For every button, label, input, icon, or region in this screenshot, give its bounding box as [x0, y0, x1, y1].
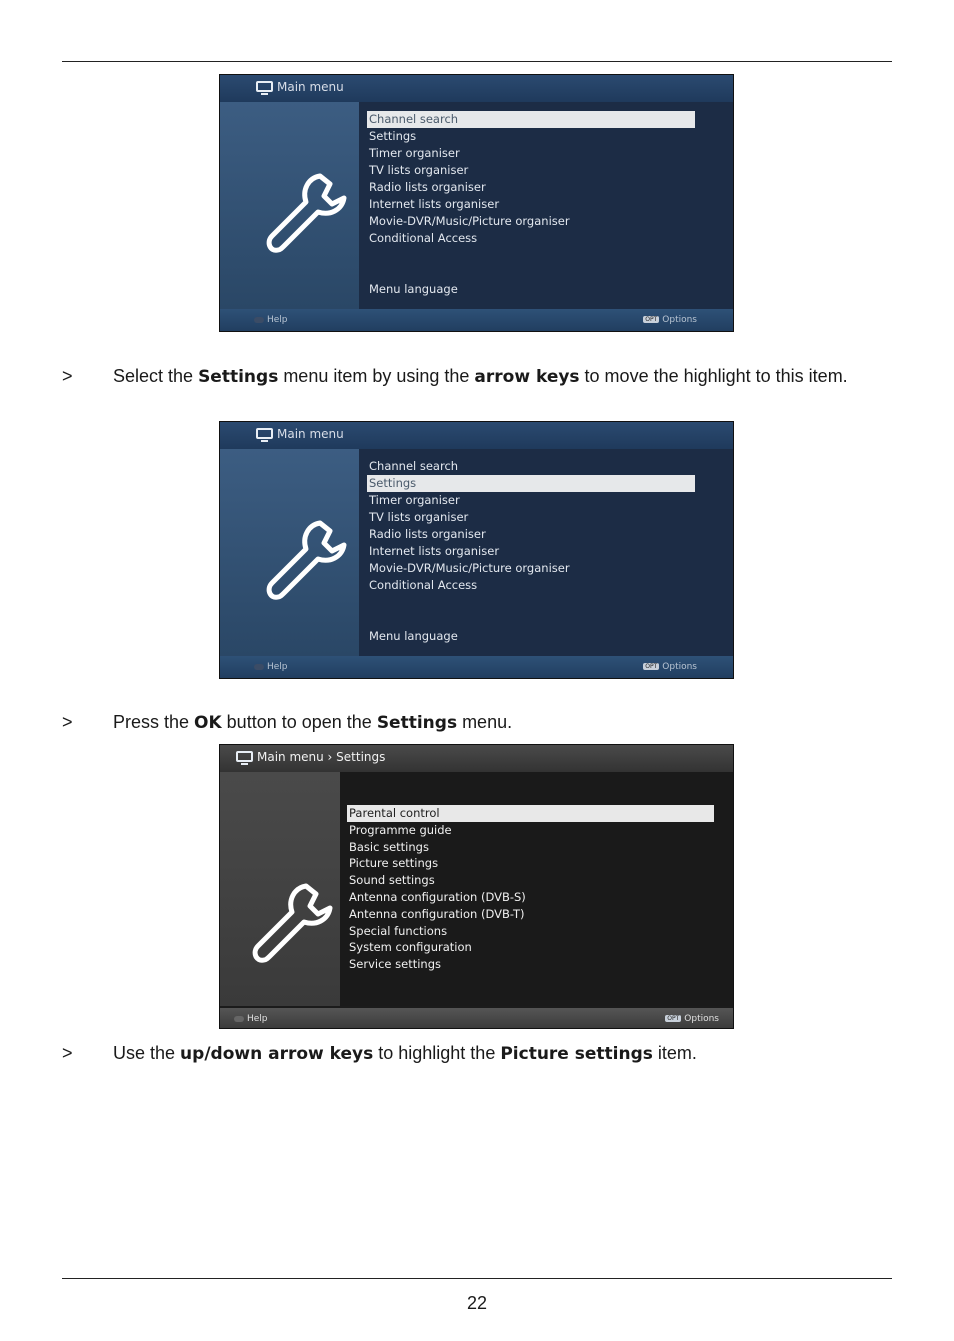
menu-list	[347, 805, 714, 973]
help-key-icon	[254, 317, 264, 323]
screen-left-panel	[220, 772, 340, 1006]
menu-item-settings[interactable]: Settings	[367, 475, 695, 492]
opt-key-icon: OPT	[667, 1015, 680, 1022]
menu-item-timer-organiser[interactable]: Timer organiser	[369, 146, 460, 160]
step-marker: >	[62, 1043, 73, 1063]
menu-item-channel-search[interactable]: Channel search	[367, 111, 695, 128]
menu-item-antenna-dvb-s[interactable]: Antenna configuration (DVB-S)	[349, 889, 526, 904]
screen-title: Main menu	[277, 80, 344, 94]
screenshot-main-menu-1	[219, 74, 734, 332]
top-rule	[62, 61, 892, 62]
menu-item-parental-control[interactable]: Parental control	[347, 805, 714, 822]
menu-item-special-functions[interactable]: Special functions	[349, 923, 448, 938]
tv-icon	[256, 81, 273, 92]
step-marker: >	[62, 366, 73, 386]
options-hint: OPT Options	[667, 1014, 719, 1024]
screen-title: Main menu	[277, 427, 344, 441]
menu-list	[367, 458, 695, 645]
menu-item-picture-settings[interactable]: Picture settings	[349, 856, 439, 871]
menu-item-media-organiser[interactable]: Movie-DVR/Music/Picture organiser	[369, 214, 570, 228]
menu-item-timer-organiser[interactable]: Timer organiser	[369, 493, 460, 507]
menu-item-internet-lists-organiser[interactable]: Internet lists organiser	[369, 197, 500, 211]
menu-item-menu-language[interactable]: Menu language	[369, 282, 458, 296]
screen-left-panel	[220, 449, 359, 656]
menu-item-tv-lists-organiser[interactable]: TV lists organiser	[369, 163, 469, 177]
options-hint: OPT Options	[645, 662, 697, 672]
menu-item-basic-settings[interactable]: Basic settings	[349, 839, 429, 854]
screen-left-panel	[220, 102, 359, 309]
menu-item-menu-language[interactable]: Menu language	[369, 629, 458, 643]
menu-item-service-settings[interactable]: Service settings	[349, 957, 442, 972]
menu-item-antenna-dvb-t[interactable]: Antenna configuration (DVB-T)	[349, 906, 525, 921]
menu-item-radio-lists-organiser[interactable]: Radio lists organiser	[369, 180, 486, 194]
screen-header	[220, 745, 733, 772]
bottom-rule	[62, 1278, 892, 1279]
menu-item-conditional-access[interactable]: Conditional Access	[369, 578, 478, 592]
options-hint: OPT Options	[645, 315, 697, 325]
screen-header	[220, 422, 733, 449]
menu-item-settings[interactable]: Settings	[369, 129, 417, 143]
menu-list	[367, 111, 695, 298]
screen-title: Main menu › Settings	[257, 750, 386, 764]
help-key-icon	[254, 664, 264, 670]
opt-key-icon: OPT	[645, 316, 658, 323]
screen-footer	[220, 656, 733, 678]
menu-item-internet-lists-organiser[interactable]: Internet lists organiser	[369, 544, 500, 558]
step-text: Use the up/down arrow keys to highlight the Picture settings item.	[113, 1043, 697, 1064]
help-hint: Help	[254, 662, 288, 672]
help-hint: Help	[254, 315, 288, 325]
screenshot-main-menu-2	[219, 421, 734, 679]
menu-item-channel-search[interactable]: Channel search	[369, 459, 459, 473]
help-key-icon	[234, 1016, 244, 1022]
screenshot-settings-menu	[219, 744, 734, 1029]
tv-icon	[236, 751, 253, 762]
help-hint: Help	[234, 1014, 268, 1024]
page-number: 22	[466, 1293, 488, 1313]
screen-header	[220, 75, 733, 102]
step-marker: >	[62, 712, 73, 732]
menu-item-programme-guide[interactable]: Programme guide	[349, 822, 452, 837]
menu-item-system-configuration[interactable]: System configuration	[349, 940, 472, 955]
menu-item-sound-settings[interactable]: Sound settings	[349, 873, 435, 888]
step-text: Press the OK button to open the Settings menu.	[113, 712, 513, 733]
screen-footer	[220, 1008, 733, 1028]
wrench-icon	[258, 511, 358, 611]
tv-icon	[256, 428, 273, 439]
opt-key-icon: OPT	[645, 663, 658, 670]
menu-item-media-organiser[interactable]: Movie-DVR/Music/Picture organiser	[369, 561, 570, 575]
menu-item-tv-lists-organiser[interactable]: TV lists organiser	[369, 510, 469, 524]
step-text: Select the Settings menu item by using the arrow keys to move the highlight to this item.	[113, 366, 848, 387]
wrench-icon	[244, 874, 344, 974]
menu-item-conditional-access[interactable]: Conditional Access	[369, 231, 478, 245]
wrench-icon	[258, 164, 358, 264]
screen-footer	[220, 309, 733, 331]
menu-item-radio-lists-organiser[interactable]: Radio lists organiser	[369, 527, 486, 541]
